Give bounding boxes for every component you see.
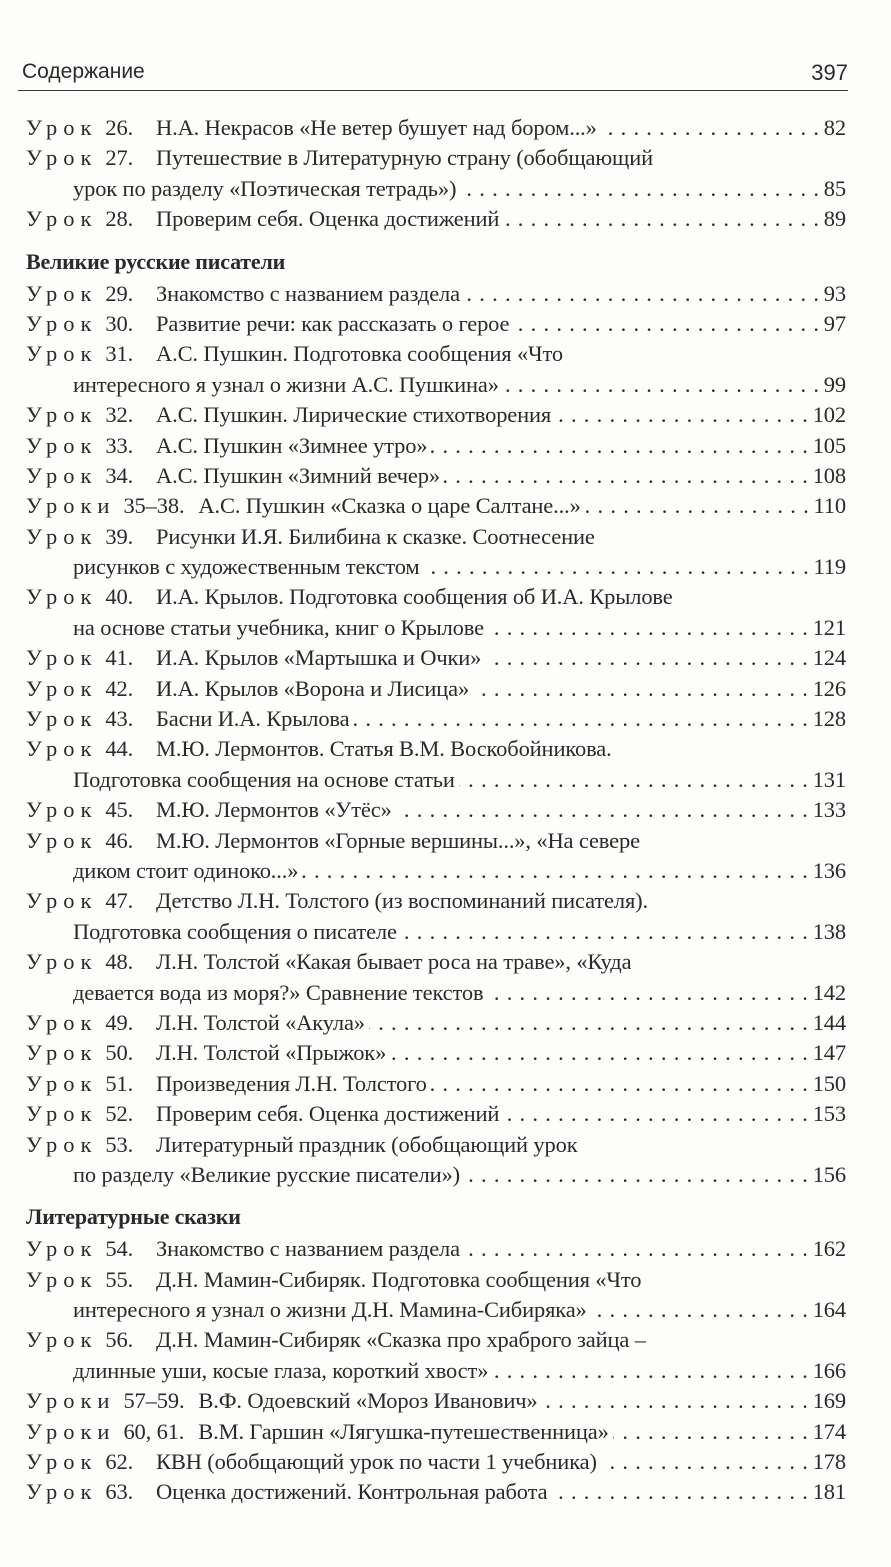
lesson-title-text: А.С. Пушкин «Зимний вечер» [156,462,440,488]
lesson-kind: Уроки [26,493,116,519]
page-number: 97 [823,310,846,336]
lesson-label [26,886,156,916]
lesson-label [26,113,156,143]
toc-entry-line [26,1038,846,1068]
lesson-title-text: Проверим себя. Оценка достижений [156,206,500,232]
page-number: 128 [812,706,846,732]
dot-leader [459,765,809,795]
toc-entry [26,309,846,339]
lesson-kind: Урок [26,1009,98,1035]
lesson-kind: Урок [26,1327,98,1353]
toc-entry [26,400,846,430]
toc-entry-line [26,461,846,491]
lesson-title-text: Басни И.А. Крылова [156,706,350,732]
lesson-kind: Урок [26,675,98,701]
page-number: 93 [823,280,846,306]
toc-entry [26,1069,846,1099]
lesson-kind: Уроки [26,1388,116,1414]
toc-entry-line [26,1356,846,1386]
toc-entry-line [26,795,846,825]
lesson-label [26,1386,184,1416]
lesson-kind: Урок [26,462,98,488]
lesson-label [26,204,156,234]
lesson-label [26,1417,184,1447]
lesson-kind: Урок [26,402,98,428]
lesson-title-text: Подготовка сообщения о писателе [73,918,397,944]
lesson-title-text: Развитие речи: как рассказать о герое [156,310,510,336]
lesson-label [26,491,184,521]
page-number: 110 [813,493,846,519]
page-number: 89 [823,206,846,232]
lesson-number: 56. [105,1327,134,1353]
lesson-number: 29. [105,280,134,306]
toc-entry [26,886,846,947]
lesson-kind: Урок [26,145,98,171]
dot-leader [542,1386,809,1416]
dot-leader [503,370,820,400]
lesson-kind: Урок [26,432,98,458]
toc-entry [26,643,846,673]
lesson-number: 27. [105,145,134,171]
lesson-label [26,522,156,552]
lesson-number: 52. [105,1101,134,1127]
lesson-title-text: Путешествие в Литературную страну (обобщающий [156,145,653,171]
table-of-contents [26,113,846,1508]
dot-leader [555,400,809,430]
lesson-number: 33. [105,432,134,458]
lesson-number: 45. [105,797,134,823]
toc-entry [26,1234,846,1264]
toc-entry [26,339,846,400]
dot-leader [488,613,809,643]
lesson-label [26,461,156,491]
page-number: 178 [812,1449,846,1475]
page-number: 136 [812,857,846,883]
lesson-label [26,339,156,369]
toc-entry-line [26,204,846,234]
lesson-title-text: интересного я узнал о жизни А.С. Пушкина» [73,371,499,397]
lesson-title-text: М.Ю. Лермонтов. Статья В.М. Воскобойникова. [156,736,612,762]
lesson-kind: Урок [26,1449,98,1475]
toc-entry [26,143,846,204]
toc-entry-line [26,552,846,582]
page-number: 169 [812,1388,846,1414]
lesson-kind: Урок [26,341,98,367]
page-number: 108 [812,462,846,488]
page-number: 181 [812,1479,846,1505]
dot-leader [464,279,820,309]
toc-entry-line [26,1234,846,1264]
lesson-title-text: диком стоит одиноко...» [73,857,299,883]
lesson-number: 42. [105,675,134,701]
page-number: 138 [812,918,846,944]
lesson-kind: Урок [26,1040,98,1066]
lesson-label [26,1447,156,1477]
lesson-title-text: Подготовка сообщения на основе статьи [73,766,455,792]
page-number: 142 [812,979,846,1005]
dot-leader [601,1447,809,1477]
dot-leader [487,978,808,1008]
lesson-title-text: Знакомство с названием раздела [156,1236,460,1262]
lesson-label [26,309,156,339]
lesson-number: 44. [105,736,134,762]
toc-entry-line [26,1447,846,1477]
lesson-label [26,1069,156,1099]
toc-entry [26,1099,846,1129]
lesson-title-text: Произведения Л.Н. Толстого [156,1070,427,1096]
page-number: 153 [812,1101,846,1127]
dot-leader [613,1417,809,1447]
lesson-title-text: В.М. Гаршин «Лягушка-путешественница» [198,1418,609,1444]
lesson-number: 43. [105,706,134,732]
page-number: 102 [812,402,846,428]
toc-entry [26,795,846,825]
lesson-title-text: по разделу «Великие русские писатели») [73,1161,460,1187]
lesson-label [26,734,156,764]
toc-entry-line [26,174,846,204]
lesson-title-text: А.С. Пушкин «Сказка о царе Салтане...» [198,493,581,519]
lesson-title-text: Детство Л.Н. Толстого (из воспоминаний писателя). [156,888,648,914]
lesson-number: 26. [105,115,134,140]
lesson-number: 41. [105,645,134,671]
page-number: 121 [812,614,846,640]
lesson-title-text: В.Ф. Одоевский «Мороз Иванович» [198,1388,538,1414]
lesson-number: 63. [105,1479,134,1505]
lesson-label [26,1130,156,1160]
lesson-kind: Урок [26,115,98,140]
lesson-label [26,674,156,704]
lesson-title-text: Д.Н. Мамин-Сибиряк «Сказка про храброго зайца – [156,1327,646,1353]
lesson-kind: Урок [26,310,98,336]
lesson-title-text: на основе статьи учебника, книг о Крылове [73,614,484,640]
toc-entry-line [26,826,846,856]
toc-entry-line [26,856,846,886]
toc-entry [26,734,846,795]
lesson-number: 49. [105,1009,134,1035]
toc-entry-line [26,1325,846,1355]
toc-entry-line [26,1160,846,1190]
page-number: 162 [812,1236,846,1262]
lesson-title-text: урок по разделу «Поэтическая тетрадь») [73,175,457,201]
dot-leader [431,431,808,461]
page-number: 166 [812,1357,846,1383]
toc-entry [26,704,846,734]
toc-entry-line [26,734,846,764]
toc-entry [26,1130,846,1191]
dot-leader [464,1234,809,1264]
toc-entry-line [26,1477,846,1507]
lesson-title-text: длинные уши, косые глаза, короткий хвост» [73,1357,489,1383]
header-page-number: 397 [811,60,848,85]
toc-entry [26,582,846,643]
toc-entry-line [26,947,846,977]
lesson-title-text: М.Ю. Лермонтов «Утёс» [156,797,392,823]
lesson-title-text: И.А. Крылов «Мартышка и Очки» [156,645,482,671]
lesson-kind: Урок [26,280,98,306]
dot-leader [585,491,810,521]
lesson-number: 34. [105,462,134,488]
lesson-label [26,400,156,430]
toc-entry-line [26,279,846,309]
dot-leader [401,917,809,947]
dot-leader [513,309,819,339]
toc-entry-line [26,1069,846,1099]
lesson-kind: Урок [26,949,98,975]
dot-leader [396,795,809,825]
lesson-kind: Урок [26,1266,98,1292]
lesson-kind: Урок [26,1479,98,1505]
dot-leader [485,643,808,673]
lesson-kind: Урок [26,1101,98,1127]
lesson-label [26,143,156,173]
lesson-label [26,1265,156,1295]
toc-entry [26,491,846,521]
lesson-label [26,582,156,612]
dot-leader [424,552,810,582]
toc-entry [26,1008,846,1038]
page-number: 174 [812,1418,846,1444]
toc-entry-line [26,1099,846,1129]
toc-entry [26,461,846,491]
lesson-label [26,947,156,977]
dot-leader [464,1160,809,1190]
page-number: 82 [823,115,846,140]
dot-leader [460,174,819,204]
toc-entry [26,1447,846,1477]
page-number: 133 [812,797,846,823]
toc-entry-line [26,613,846,643]
page-number: 124 [812,645,846,671]
toc-entry-line [26,765,846,795]
lesson-kind: Урок [26,523,98,549]
toc-entry [26,522,846,583]
page-number: 85 [823,175,846,201]
lesson-title-text: И.А. Крылов «Ворона и Лисица» [156,675,470,701]
section-heading: Великие русские писатели [26,248,286,274]
lesson-title-text: Л.Н. Толстой «Какая бывает роса на траве», «Куда [156,949,632,975]
toc-entry [26,826,846,887]
lesson-number: 51. [105,1070,134,1096]
lesson-label [26,795,156,825]
page-number: 119 [813,554,846,580]
lesson-number: 28. [105,206,134,232]
page-number: 131 [812,766,846,792]
lesson-title-text: Рисунки И.Я. Билибина к сказке. Соотнесение [156,523,595,549]
lesson-title-text: Л.Н. Толстой «Акула» [156,1009,365,1035]
lesson-number: 60, 61. [123,1418,185,1444]
lesson-title-text: Знакомство с названием раздела [156,280,460,306]
lesson-kind: Уроки [26,1418,116,1444]
toc-entry-line [26,886,846,916]
page-number: 150 [812,1070,846,1096]
lesson-label [26,1234,156,1264]
dot-leader [369,1008,809,1038]
running-header [18,58,848,91]
section-heading: Литературные сказки [26,1204,241,1230]
lesson-number: 55. [105,1266,134,1292]
toc-entry-line [26,1130,846,1160]
lesson-kind: Урок [26,797,98,823]
lesson-title-text: И.А. Крылов. Подготовка сообщения об И.А. Крылове [156,584,673,610]
lesson-title-text: рисунков с художественным текстом [73,554,420,580]
lesson-label [26,826,156,856]
lesson-label [26,431,156,461]
dot-leader [431,1069,809,1099]
lesson-title-text: Д.Н. Мамин-Сибиряк. Подготовка сообщения «Что [156,1266,642,1292]
lesson-label [26,1008,156,1038]
lesson-label [26,1099,156,1129]
toc-entry [26,1265,846,1326]
lesson-title-text: Проверим себя. Оценка достижений [156,1101,500,1127]
lesson-kind: Урок [26,1070,98,1096]
lesson-kind: Урок [26,1236,98,1262]
lesson-label [26,1038,156,1068]
dot-leader [551,1477,808,1507]
toc-entry-line [26,978,846,1008]
dot-leader [492,1356,808,1386]
toc-entry-line [26,491,846,521]
toc-entry-line [26,1417,846,1447]
lesson-number: 62. [105,1449,134,1475]
page-number: 164 [812,1297,846,1323]
lesson-label [26,704,156,734]
toc-entry [26,431,846,461]
lesson-kind: Урок [26,706,98,732]
page-number: 144 [812,1009,846,1035]
lesson-title-text: А.С. Пушкин «Зимнее утро» [156,432,428,458]
page-number: 126 [812,675,846,701]
toc-entry-line [26,113,846,143]
toc-entry-line [26,309,846,339]
toc-entry-line [26,431,846,461]
lesson-number: 47. [105,888,134,914]
toc-entry-line [26,674,846,704]
lesson-number: 48. [105,949,134,975]
toc-entry-line [26,704,846,734]
lesson-title-text: А.С. Пушкин. Лирические стихотворения [156,402,552,428]
toc-entry [26,279,846,309]
dot-leader [353,704,808,734]
lesson-title-text: КВН (обобщающий урок по части 1 учебника) [156,1449,597,1475]
lesson-label [26,1325,156,1355]
dot-leader [591,1295,809,1325]
dot-leader [601,113,820,143]
toc-entry [26,1038,846,1068]
toc-entry-line [26,370,846,400]
lesson-label [26,643,156,673]
page-number: 99 [823,371,846,397]
lesson-number: 31. [105,341,134,367]
dot-leader [390,1038,808,1068]
toc-entry [26,1386,846,1416]
toc-entry-line [26,143,846,173]
lesson-number: 40. [105,584,134,610]
toc-entry-line [26,1295,846,1325]
lesson-title-text: М.Ю. Лермонтов «Горные вершины...», «На севере [156,827,640,853]
lesson-number: 32. [105,402,134,428]
toc-entry [26,1325,846,1386]
lesson-number: 57–59. [123,1388,185,1414]
lesson-number: 46. [105,827,134,853]
lesson-kind: Урок [26,206,98,232]
toc-entry [26,113,846,143]
toc-entry-line [26,1386,846,1416]
page-number: 156 [812,1161,846,1187]
toc-entry [26,947,846,1008]
toc-entry-line [26,400,846,430]
lesson-number: 39. [105,523,134,549]
page-number: 105 [812,432,846,458]
lesson-title-text: Л.Н. Толстой «Прыжок» [156,1040,387,1066]
toc-entry-line [26,643,846,673]
lesson-title-text: Оценка достижений. Контрольная работа [156,1479,548,1505]
dot-leader [503,204,819,234]
lesson-title-text: А.С. Пушкин. Подготовка сообщения «Что [156,341,564,367]
toc-entry-line [26,522,846,552]
lesson-kind: Урок [26,584,98,610]
dot-leader [444,461,809,491]
toc-entry-line [26,1265,846,1295]
dot-leader [503,1099,808,1129]
lesson-title-text: девается вода из моря?» Сравнение текстов [73,979,484,1005]
lesson-label [26,279,156,309]
toc-entry [26,204,846,234]
lesson-title-text: Литературный праздник (обобщающий урок [156,1131,578,1157]
dot-leader [302,856,808,886]
toc-entry [26,674,846,704]
lesson-number: 53. [105,1131,134,1157]
lesson-number: 54. [105,1236,134,1262]
header-title: Содержание [22,60,145,83]
toc-entry-line [26,917,846,947]
dot-leader [473,674,809,704]
toc-entry-line [26,339,846,369]
lesson-kind: Урок [26,888,98,914]
lesson-label [26,1477,156,1507]
lesson-number: 50. [105,1040,134,1066]
toc-entry [26,1477,846,1507]
lesson-kind: Урок [26,827,98,853]
lesson-title-text: Н.А. Некрасов «Не ветер бушует над бором...» [156,115,597,140]
lesson-number: 35–38. [123,493,185,519]
page-number: 147 [812,1040,846,1066]
lesson-title-text: интересного я узнал о жизни Д.Н. Мамина-Сибиряка» [73,1297,587,1323]
lesson-number: 30. [105,310,134,336]
toc-entry-line [26,1008,846,1038]
lesson-kind: Урок [26,1131,98,1157]
lesson-kind: Урок [26,645,98,671]
toc-entry [26,1417,846,1447]
toc-entry-line [26,582,846,612]
lesson-kind: Урок [26,736,98,762]
